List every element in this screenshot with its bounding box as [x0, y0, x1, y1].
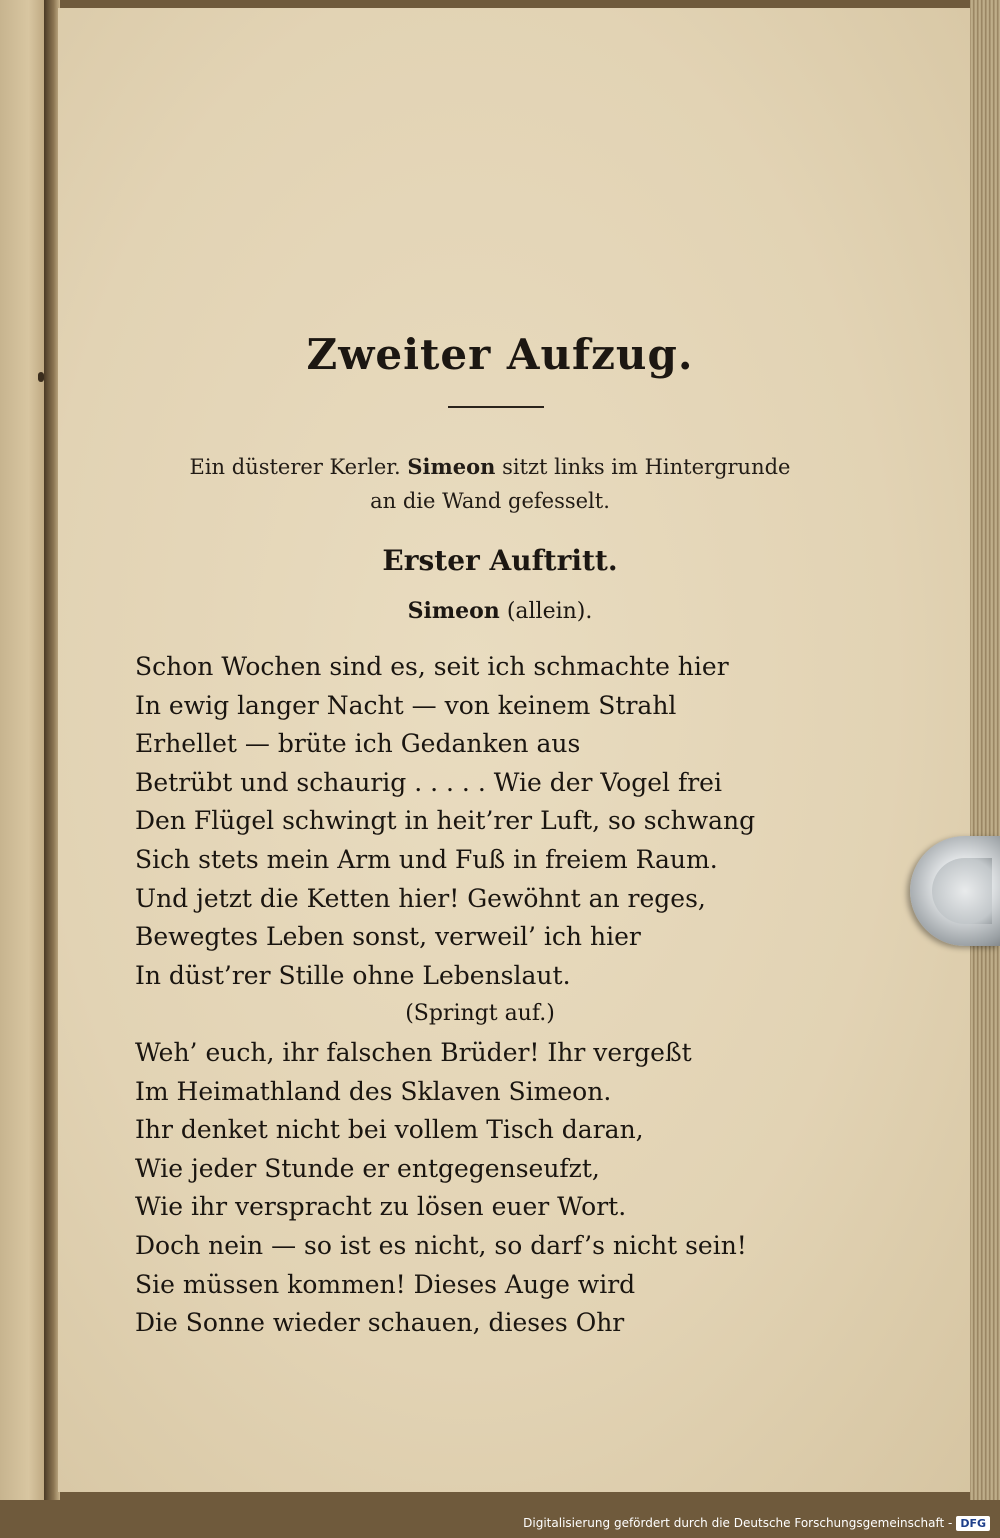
stage-direction-line-2: an die Wand gefesselt. [370, 489, 610, 513]
stage-direction-text: sitzt links im Hintergrunde [502, 455, 791, 479]
verse-line: Den Flügel schwingt in heit’rer Luft, so schwang [135, 806, 756, 836]
dfg-logo: DFG [956, 1516, 990, 1531]
verse-line: Im Heimathland des Sklaven Simeon. [135, 1076, 612, 1106]
stage-direction-text: Ein düsterer Kerler. [189, 455, 401, 479]
verse-line: Betrübt und schaurig . . . . . Wie der Vogel frei [135, 767, 722, 797]
footer-text: Digitalisierung gefördert durch die Deutsche Forschungsgemeinschaft - [523, 1516, 953, 1530]
stage-direction [150, 450, 830, 518]
verse-line: Weh’ euch, ihr falschen Brüder! Ihr vergeßt [135, 1037, 692, 1067]
digitization-footer [523, 1512, 990, 1534]
verse-line: In düst’rer Stille ohne Lebenslaut. [135, 960, 571, 990]
verse-line: Bewegtes Leben sonst, verweil’ ich hier [135, 922, 641, 952]
act-title: Zweiter Aufzug. [306, 330, 694, 379]
verse-line: Und jetzt die Ketten hier! Gewöhnt an reges, [135, 883, 706, 913]
verse-line: Erhellet — brüte ich Gedanken aus [135, 729, 581, 759]
verse-line: In ewig langer Nacht — von keinem Strahl [135, 690, 677, 720]
speaker-name: Simeon [407, 598, 500, 624]
verse-line: Ihr denket nicht bei vollem Tisch daran, [135, 1115, 644, 1145]
verse-line: Sie müssen kommen! Dieses Auge wird [135, 1269, 636, 1299]
verse-line: Wie ihr verspracht zu lösen euer Wort. [135, 1192, 627, 1222]
verse-block [135, 648, 785, 1343]
verse-line: Die Sonne wieder schauen, dieses Ohr [135, 1308, 625, 1338]
speaker-note: (allein). [506, 599, 593, 624]
verse-line: Wie jeder Stunde er entgegenseufzt, [135, 1153, 600, 1183]
scene-title: Erster Auftritt. [382, 544, 618, 577]
clip-highlight [932, 858, 992, 924]
verse-line: Sich stets mein Arm und Fuß in freiem Raum. [135, 844, 718, 874]
title-divider [448, 406, 544, 408]
character-name: Simeon [407, 454, 496, 479]
verse-line: Schon Wochen sind es, seit ich schmachte hier [135, 652, 729, 681]
page-edges [970, 0, 1000, 1500]
inline-stage-direction: (Springt auf.) [405, 1001, 555, 1027]
verse-line: Doch nein — so ist es nicht, so darf’s nicht sein! [135, 1230, 747, 1260]
speaker-heading [0, 598, 1000, 624]
stage-direction-line-1 [150, 450, 830, 484]
